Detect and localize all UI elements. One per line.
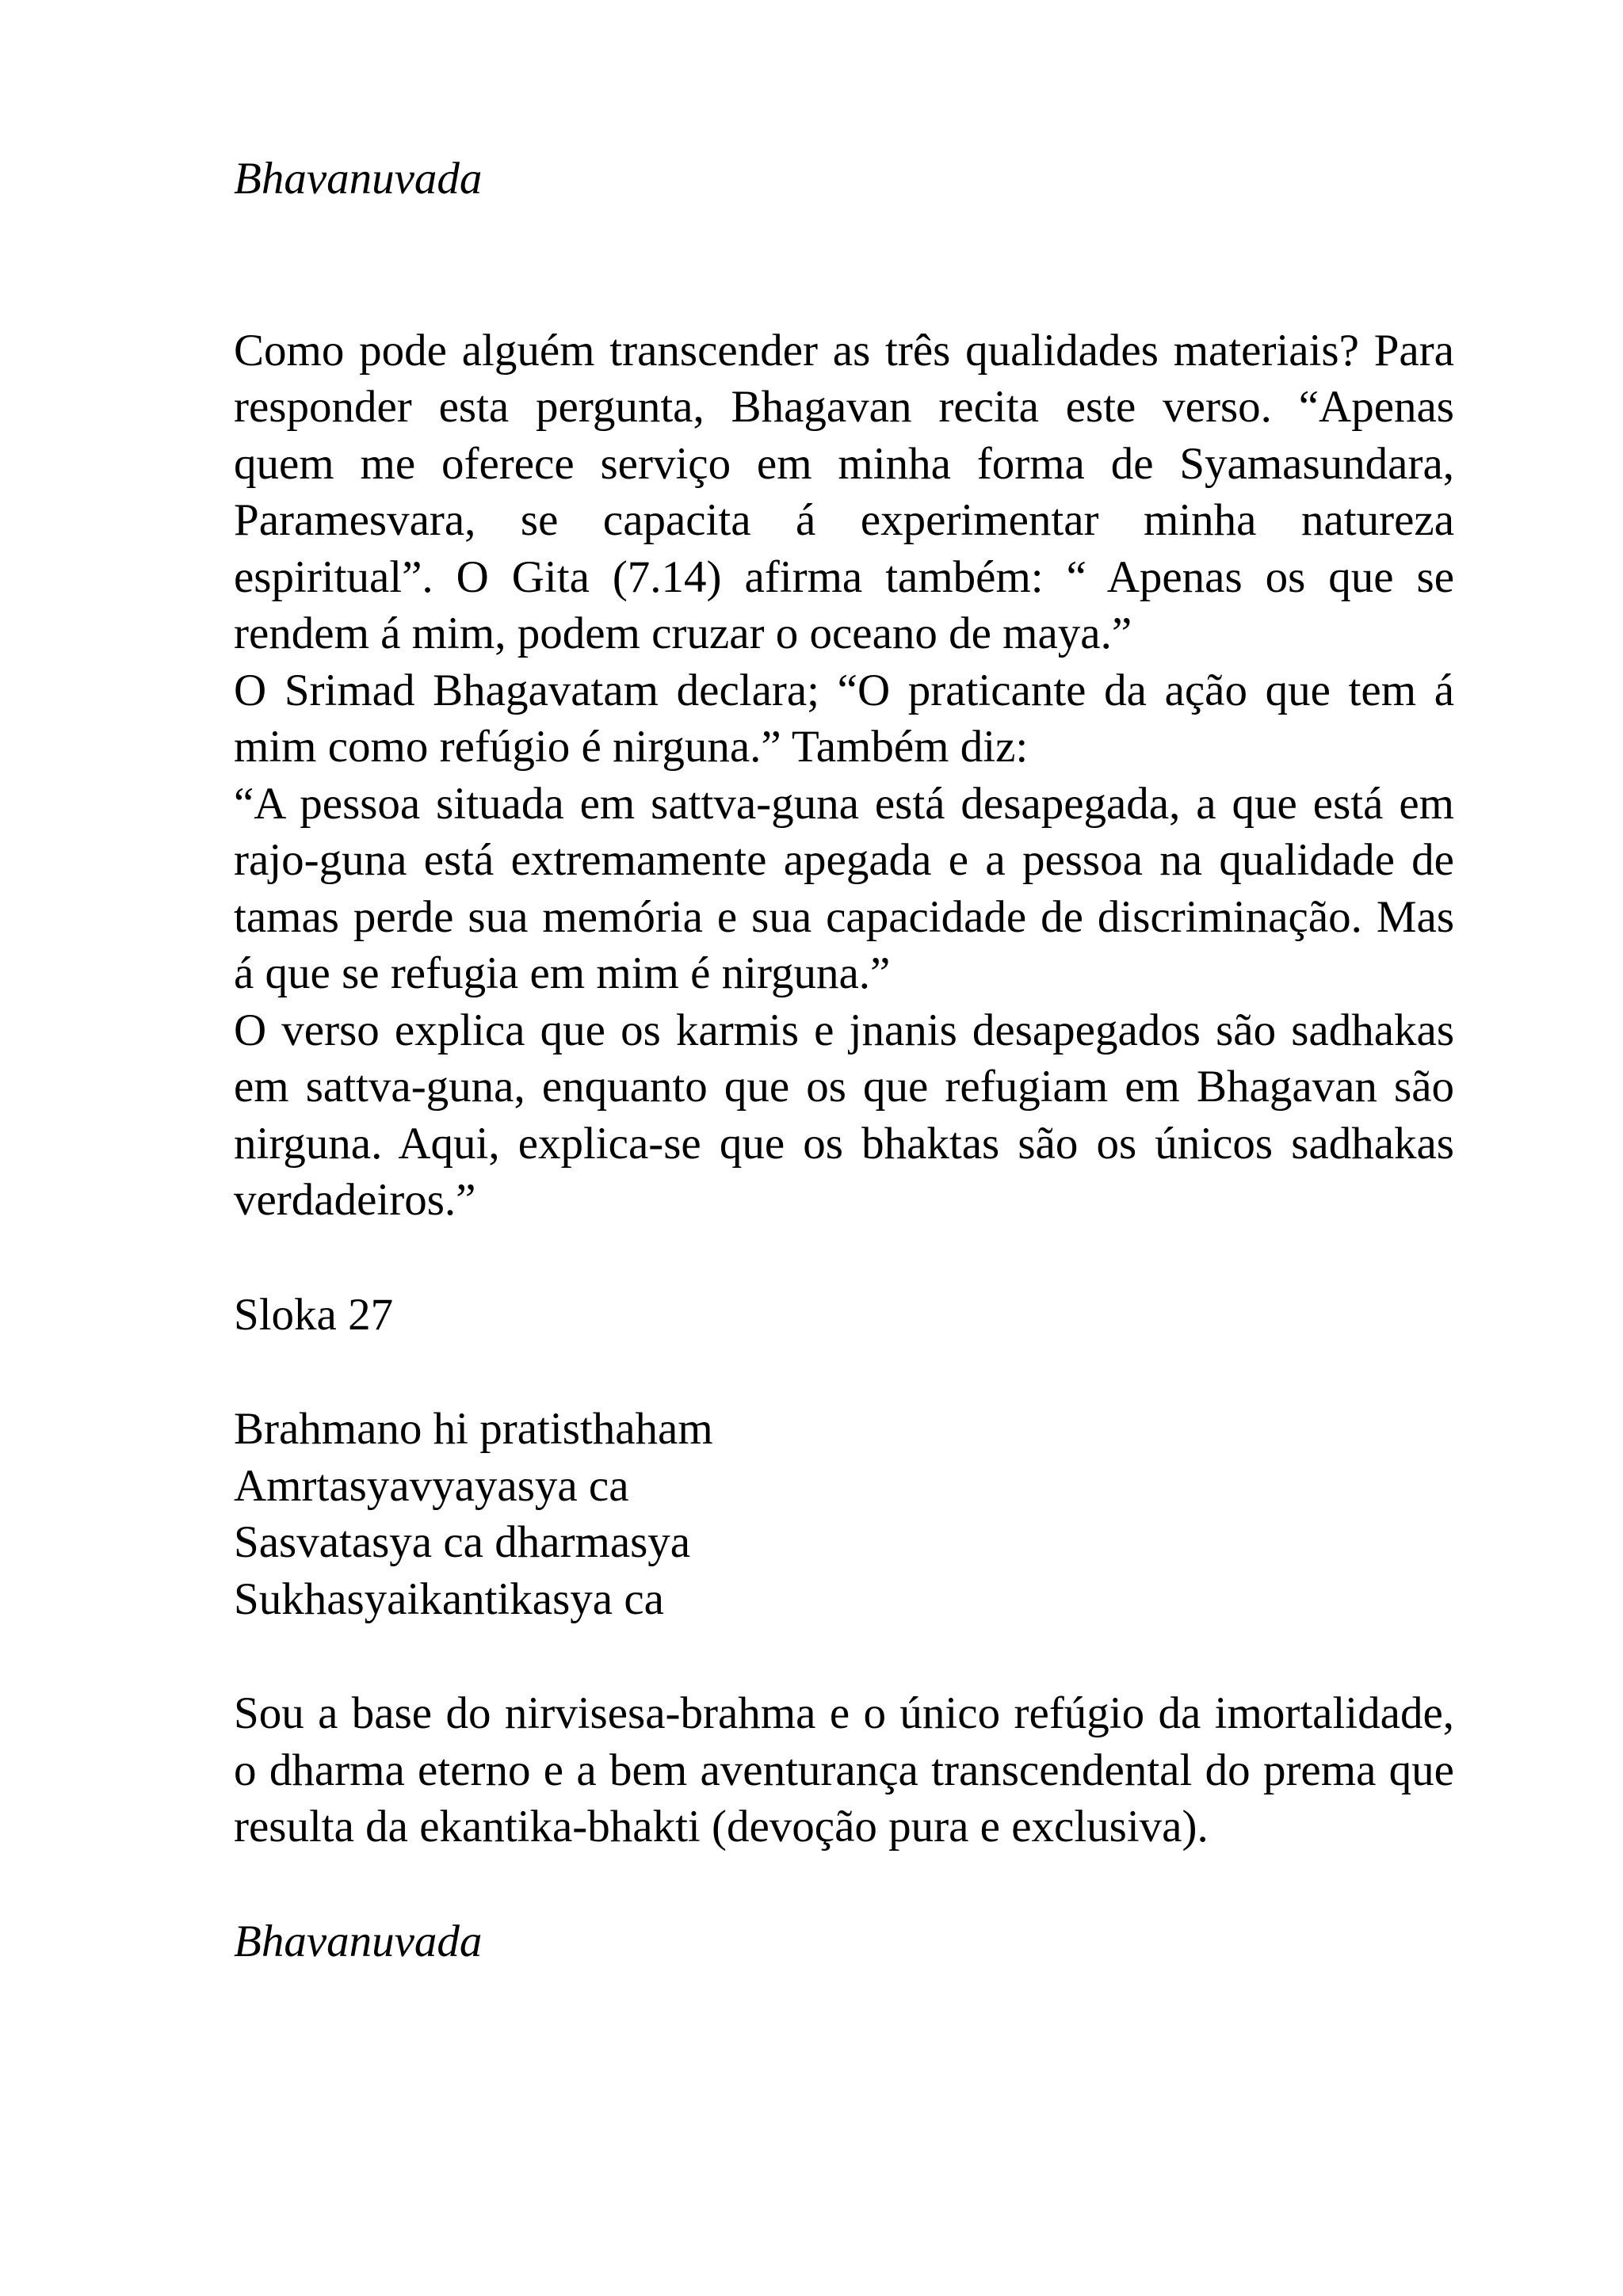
body-paragraph-3: “A pessoa situada em sattva-guna está desapegada, a que está em rajo-guna está extremamente apegada e a pessoa na qualidade de tamas perde sua memória e sua capacidade de discriminação. Mas á que se refugia em mim é nirguna.” <box>234 778 1454 998</box>
section-heading-top: Bhavanuvada <box>234 154 483 204</box>
verse-line-1: Brahmano hi pratisthaham <box>234 1404 713 1454</box>
spacer <box>234 1343 1454 1401</box>
translation-paragraph: Sou a base do nirvisesa-brahma e o único refúgio da imortalidade, o dharma eterno e a bem aventurança transcendental do prema que resulta da ekantika-bhakti (devoção pura e exclusiva). <box>234 1688 1454 1852</box>
verse-line-3: Sasvatasya ca dharmasya <box>234 1517 691 1567</box>
spacer <box>234 1855 1454 1913</box>
body-paragraph-2: O Srimad Bhagavatam declara; “O praticante da ação que tem á mim como refúgio é nirguna.” Também diz: <box>234 665 1454 772</box>
section-heading-bottom: Bhavanuvada <box>234 1916 483 1966</box>
spacer <box>234 208 1454 322</box>
verse-line-4: Sukhasyaikantikasya ca <box>234 1573 664 1624</box>
verse-block <box>234 1401 1454 1627</box>
sloka-title: Sloka 27 <box>234 1289 394 1340</box>
spacer <box>234 1627 1454 1685</box>
spacer <box>234 1229 1454 1287</box>
body-paragraph-4: O verso explica que os karmis e jnanis desapegados são sadhakas em sattva-guna, enquanto que os que refugiam em Bhagavan são nirguna. Aqui, explica-se que os bhaktas são os únicos sadhakas verdadeiros.” <box>234 1005 1454 1225</box>
body-paragraph-1: Como pode alguém transcender as três qualidades materiais? Para responder esta pergunta, Bhagavan recita este verso. “Apenas quem me oferece serviço em minha forma de Syamasundara, Paramesvara, se capacita á experimentar minha natureza espiritual”. O Gita (7.14) afirma também: “ Apenas os que se rendem á mim, podem cruzar o oceano de maya.” <box>234 325 1454 658</box>
document-page <box>234 151 1454 1970</box>
verse-line-2: Amrtasyavyayasya ca <box>234 1460 629 1511</box>
